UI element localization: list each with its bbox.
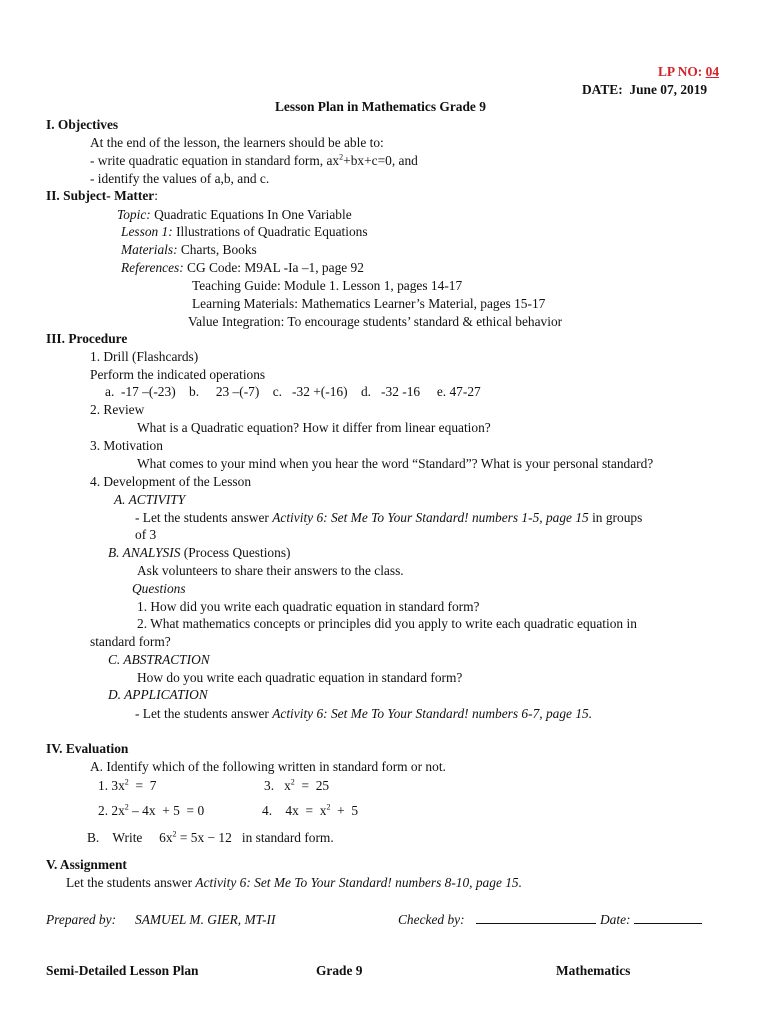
reference-learning-materials: Learning Materials: Mathematics Learner’s Material, pages 15-17	[192, 296, 546, 311]
lp-number	[658, 64, 719, 80]
footer-left: Semi-Detailed Lesson Plan	[46, 963, 199, 978]
evaluation-item-4: 4. $4x = x^2 + 5$	[262, 802, 359, 818]
lp-label: LP NO:	[658, 64, 703, 79]
prepared-by-name: SAMUEL M. GIER, MT-II	[135, 912, 276, 927]
questions-label: Questions	[132, 581, 186, 596]
objective-item-2: - identify the values of a,b, and c.	[90, 171, 270, 186]
abstraction-label: C. ABSTRACTION	[108, 652, 210, 667]
assignment-text: Let the students answer Activity 6: Set Me To Your Standard! numbers 8-10, page 15.	[66, 875, 522, 890]
checked-by-label: Checked by:	[398, 912, 465, 927]
reference-teaching-guide: Teaching Guide: Module 1. Lesson 1, pages 14-17	[192, 278, 463, 293]
question-1: 1. How did you write each quadratic equation in standard form?	[137, 599, 480, 614]
motivation-question: What comes to your mind when you hear the word “Standard”? What is your personal standard?	[137, 456, 654, 471]
evaluation-part-a: A. Identify which of the following written in standard form or not.	[90, 759, 446, 774]
analysis-text: Ask volunteers to share their answers to the class.	[137, 563, 404, 578]
objective-item-1: - write quadratic equation in standard form, $ax^2+bx+c=0$, and	[90, 152, 418, 168]
objectives-heading: I. Objectives	[46, 117, 119, 132]
assignment-heading: V. Assignment	[46, 857, 127, 872]
date-value: June 07, 2019	[629, 82, 708, 97]
references-line: References: CG Code: M9AL -Ia –1, page 92	[121, 260, 364, 275]
question-2: 2. What mathematics concepts or principles did you apply to write each quadratic equation in	[137, 616, 637, 631]
analysis-line: B. ANALYSIS (Process Questions)	[108, 545, 291, 560]
date-line	[582, 82, 707, 98]
review-heading: 2. Review	[90, 402, 145, 417]
topic-line: Topic: Quadratic Equations In One Variable	[117, 207, 352, 222]
motivation-heading: 3. Motivation	[90, 438, 163, 453]
evaluation-part-b: B. Write $6x^2 = 5x - 12$ in standard form.	[87, 829, 334, 845]
activity-label: A. ACTIVITY	[114, 492, 186, 507]
lp-value: 04	[705, 64, 720, 79]
subject-heading: II. Subject- Matter:	[46, 188, 158, 203]
evaluation-heading: IV. Evaluation	[46, 741, 129, 756]
footer-right: Mathematics	[556, 963, 631, 978]
prepared-by-label: Prepared by:	[46, 912, 117, 927]
application-label: D. APPLICATION	[108, 687, 208, 702]
drill-items: a. -17 –(-23) b. 23 –(-7) c. -32 +(-16) d. -32 -16 e. 47-27	[105, 384, 481, 399]
drill-instructions: Perform the indicated operations	[90, 367, 266, 382]
application-text: - Let the students answer Activity 6: Set Me To Your Standard! numbers 6-7, page 15.	[135, 706, 593, 721]
objectives-intro: At the end of the lesson, the learners should be able to:	[90, 135, 384, 150]
materials-line: Materials: Charts, Books	[121, 242, 257, 257]
evaluation-item-3: 3. $x^2 = 25$	[264, 777, 330, 793]
footer-center: Grade 9	[316, 963, 363, 978]
date-label: DATE:	[582, 82, 623, 97]
signoff-date-blank[interactable]	[634, 912, 702, 928]
signoff-date-label: Date:	[600, 912, 631, 927]
question-2-cont: standard form?	[90, 634, 171, 649]
activity-text-cont: of 3	[135, 527, 157, 542]
activity-text: - Let the students answer Activity 6: Set Me To Your Standard! numbers 1-5, page 15 in groups	[135, 510, 643, 525]
development-heading: 4. Development of the Lesson	[90, 474, 252, 489]
review-question: What is a Quadratic equation? How it differ from linear equation?	[137, 420, 491, 435]
lesson-line: Lesson 1: Illustrations of Quadratic Equations	[121, 224, 368, 239]
value-integration: Value Integration: To encourage students’ standard & ethical behavior	[188, 314, 563, 329]
checked-by-blank[interactable]	[476, 912, 596, 928]
drill-heading: 1. Drill (Flashcards)	[90, 349, 199, 364]
evaluation-item-2: 2. $2x^2 - 4x + 5 = 0$	[98, 802, 205, 818]
abstraction-text: How do you write each quadratic equation in standard form?	[137, 670, 463, 685]
page-title: Lesson Plan in Mathematics Grade 9	[275, 99, 486, 114]
evaluation-item-1: 1. $3x^2 = 7$	[98, 777, 157, 793]
procedure-heading: III. Procedure	[46, 331, 128, 346]
